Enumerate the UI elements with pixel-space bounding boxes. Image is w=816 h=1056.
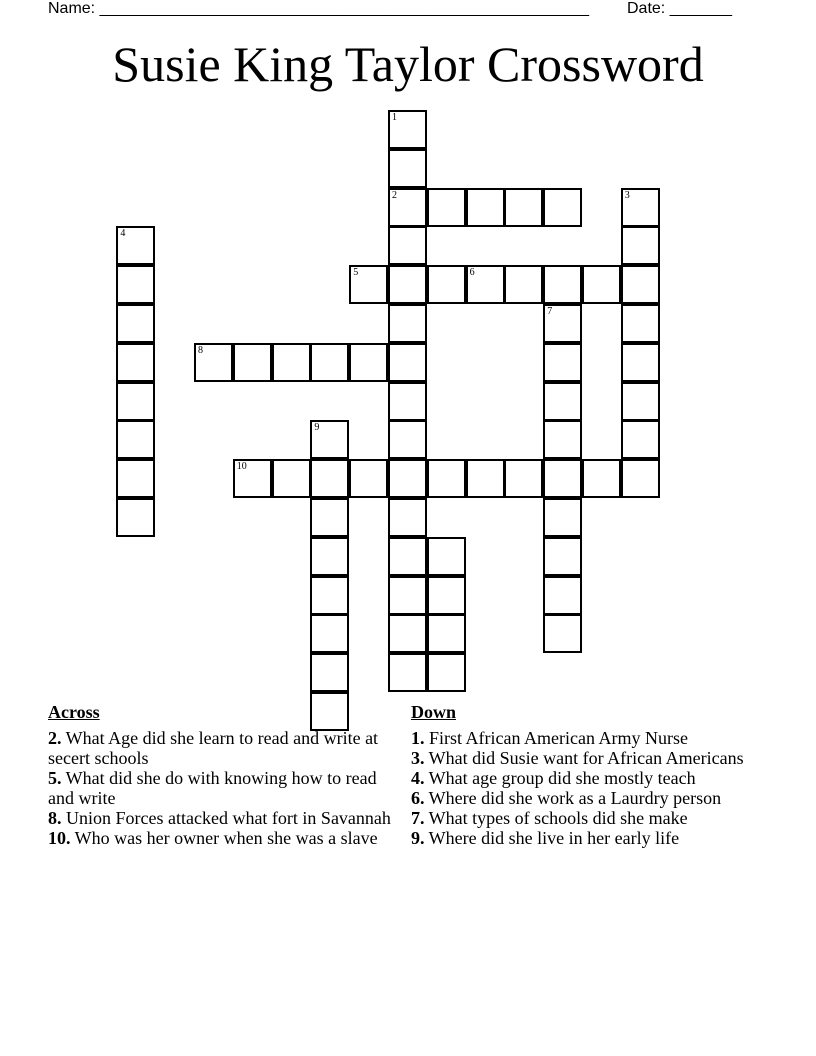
clue-text: Where did she work as a Laurdry person [424, 788, 722, 808]
crossword-cell[interactable] [310, 653, 349, 692]
crossword-cell[interactable] [310, 420, 349, 459]
down-clue [411, 728, 756, 748]
cell-number: 1 [392, 112, 397, 123]
crossword-cell[interactable] [310, 576, 349, 615]
down-clue [411, 788, 756, 808]
crossword-cell[interactable] [233, 343, 272, 382]
clue-text: Union Forces attacked what fort in Savannah [61, 808, 391, 828]
crossword-cell[interactable] [388, 110, 427, 149]
crossword-cell[interactable] [427, 653, 466, 692]
crossword-cell[interactable] [543, 304, 582, 343]
crossword-cell[interactable] [621, 420, 660, 459]
crossword-cell[interactable] [582, 265, 621, 304]
cell-number: 5 [353, 267, 359, 279]
clue-number: 4. [411, 768, 425, 788]
crossword-cell[interactable] [427, 265, 466, 304]
crossword-cell[interactable] [621, 188, 660, 227]
crossword-cell[interactable] [116, 459, 155, 498]
crossword-cell[interactable] [621, 459, 660, 498]
clue-number: 2. [48, 728, 62, 748]
crossword-cell[interactable] [349, 343, 388, 382]
cell-number: 7 [547, 306, 553, 317]
crossword-cell[interactable] [116, 498, 155, 537]
crossword-cell[interactable] [388, 226, 427, 265]
clue-number: 1. [411, 728, 425, 748]
cell-number: 3 [624, 189, 630, 201]
name-field-label: Name: _______________________________________________________ [48, 0, 589, 17]
crossword-cell[interactable] [272, 459, 311, 498]
down-clue-list [411, 728, 756, 848]
clue-number: 6. [411, 788, 425, 808]
crossword-cell[interactable] [388, 653, 427, 692]
crossword-cell[interactable] [621, 343, 660, 382]
crossword-cell[interactable] [116, 304, 155, 343]
across-clue [48, 728, 393, 768]
crossword-cell[interactable] [388, 537, 427, 576]
clue-number: 3. [411, 748, 425, 768]
crossword-cell[interactable] [194, 343, 233, 382]
crossword-cell[interactable] [504, 459, 543, 498]
crossword-cell[interactable] [427, 614, 466, 653]
cell-number: 2 [392, 189, 397, 201]
crossword-cell[interactable] [543, 614, 582, 653]
down-heading: Down [411, 702, 457, 722]
down-clue [411, 828, 756, 848]
across-clues [48, 702, 393, 848]
crossword-cell[interactable] [310, 343, 349, 382]
crossword-cell[interactable] [388, 149, 427, 188]
crossword-cell[interactable] [543, 537, 582, 576]
crossword-cell[interactable] [621, 382, 660, 421]
crossword-cell[interactable] [543, 498, 582, 537]
crossword-cell[interactable] [466, 265, 505, 304]
crossword-cell[interactable] [116, 382, 155, 421]
crossword-cell[interactable] [543, 188, 582, 227]
clue-number: 8. [48, 808, 62, 828]
crossword-cell[interactable] [543, 420, 582, 459]
crossword-cell[interactable] [388, 420, 427, 459]
crossword-cell[interactable] [543, 265, 582, 304]
page-title: Susie King Taylor Crossword [112, 36, 704, 92]
crossword-cell[interactable] [310, 459, 349, 498]
crossword-cell[interactable] [388, 498, 427, 537]
clue-text: What did Susie want for African Americans [424, 748, 744, 768]
crossword-cell[interactable] [388, 382, 427, 421]
down-clues [411, 702, 756, 848]
crossword-cell[interactable] [543, 382, 582, 421]
crossword-cell[interactable] [543, 343, 582, 382]
crossword-cell[interactable] [116, 343, 155, 382]
crossword-cell[interactable] [621, 226, 660, 265]
crossword-cell[interactable] [116, 265, 155, 304]
down-clue [411, 768, 756, 788]
crossword-cell[interactable] [388, 576, 427, 615]
crossword-cell[interactable] [388, 265, 427, 304]
clue-text: What types of schools did she make [424, 808, 688, 828]
clue-text: What did she do with knowing how to read and write [48, 768, 377, 808]
crossword-cell[interactable] [427, 188, 466, 227]
across-clue-list [48, 728, 393, 848]
crossword-cell[interactable] [310, 614, 349, 653]
crossword-cell[interactable] [543, 459, 582, 498]
crossword-cell[interactable] [116, 420, 155, 459]
down-clue [411, 748, 756, 768]
across-clue [48, 828, 393, 848]
across-clue [48, 768, 393, 808]
crossword-cell[interactable] [504, 188, 543, 227]
cell-number: 8 [198, 344, 203, 356]
clue-text: What age group did she mostly teach [424, 768, 696, 788]
crossword-cell[interactable] [233, 459, 272, 498]
crossword-cell[interactable] [504, 265, 543, 304]
crossword-cell[interactable] [272, 343, 311, 382]
clue-text: What Age did she learn to read and write at secert schools [48, 728, 379, 768]
cell-number: 9 [314, 422, 320, 434]
clue-number: 7. [411, 808, 425, 828]
crossword-cell[interactable] [310, 498, 349, 537]
cell-number: 10 [236, 461, 247, 473]
crossword-cell[interactable] [621, 265, 660, 304]
crossword-cell[interactable] [388, 304, 427, 343]
crossword-cell[interactable] [466, 459, 505, 498]
date-field-label: Date: _______ [627, 0, 732, 17]
crossword-cell[interactable] [466, 188, 505, 227]
crossword-cell[interactable] [388, 188, 427, 227]
clue-text: First African American Army Nurse [424, 728, 688, 748]
crossword-cell[interactable] [543, 576, 582, 615]
crossword-cell[interactable] [349, 459, 388, 498]
crossword-cell[interactable] [310, 537, 349, 576]
down-clue [411, 808, 756, 828]
cell-number: 6 [469, 267, 475, 279]
crossword-cell[interactable] [427, 576, 466, 615]
crossword-cell[interactable] [388, 343, 427, 382]
crossword-cell[interactable] [116, 226, 155, 265]
crossword-cell[interactable] [388, 614, 427, 653]
clue-text: Who was her owner when she was a slave [70, 828, 378, 848]
crossword-cell[interactable] [427, 459, 466, 498]
across-clue [48, 808, 393, 828]
clue-text: Where did she live in her early life [424, 828, 680, 848]
crossword-cell[interactable] [427, 537, 466, 576]
across-heading: Across [48, 702, 100, 722]
crossword-cell[interactable] [349, 265, 388, 304]
clue-number: 5. [48, 768, 62, 788]
crossword-cell[interactable] [621, 304, 660, 343]
crossword-cell[interactable] [582, 459, 621, 498]
clue-number: 10. [48, 828, 71, 848]
crossword-cell[interactable] [388, 459, 427, 498]
cell-number: 4 [120, 228, 126, 240]
clue-number: 9. [411, 828, 425, 848]
